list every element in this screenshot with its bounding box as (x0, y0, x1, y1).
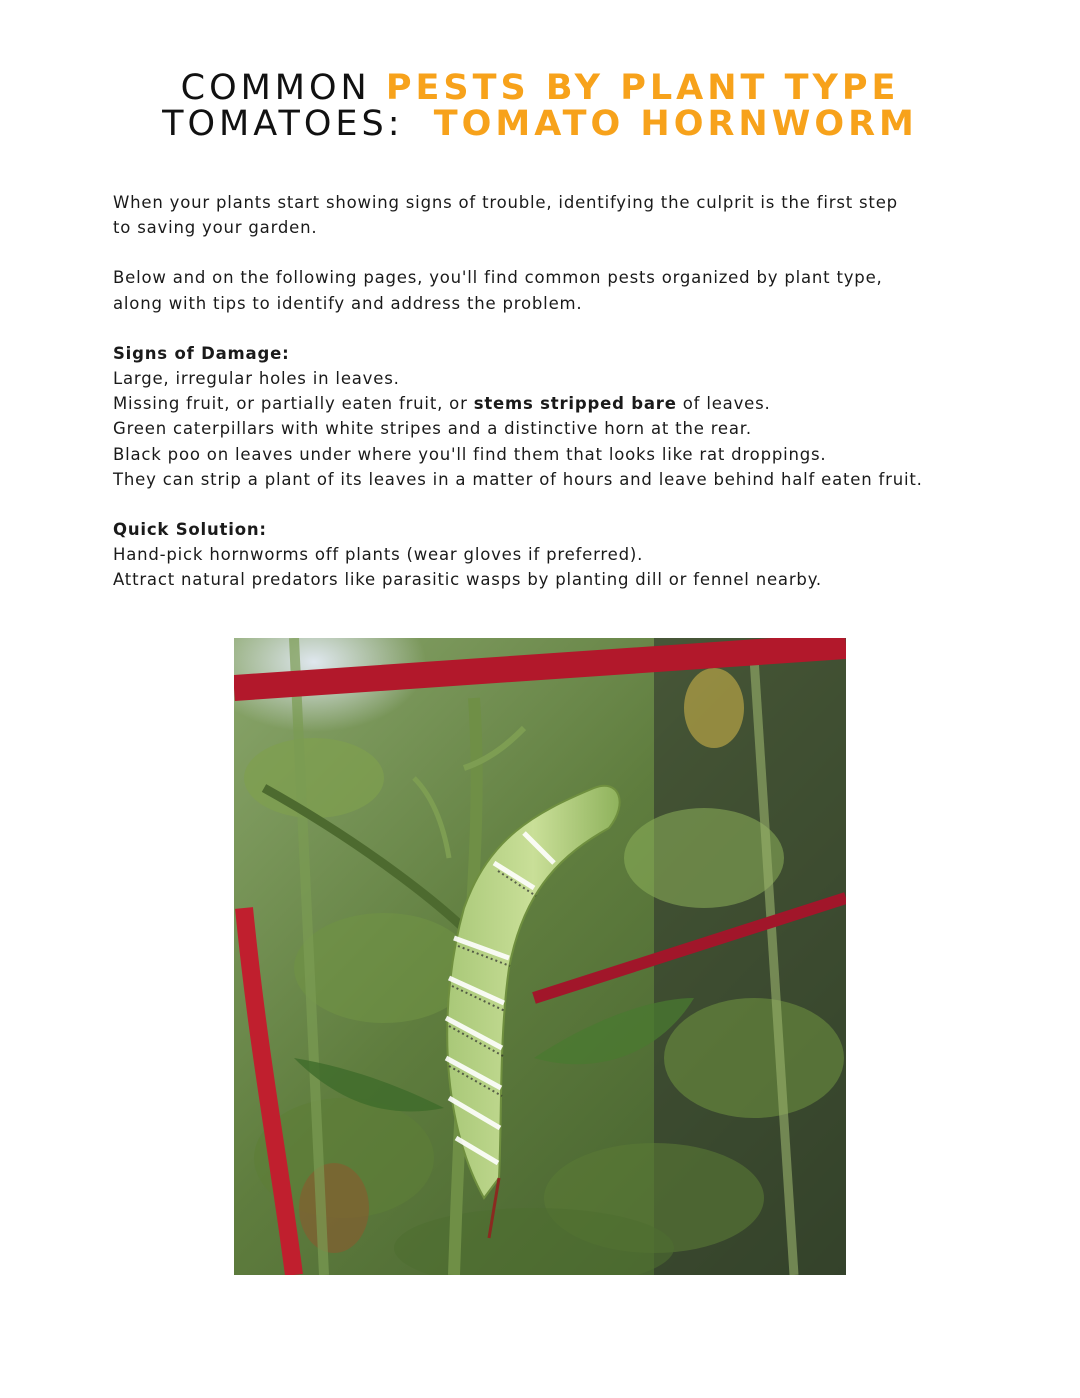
quick-solution-section (113, 517, 973, 593)
signs-item: They can strip a plant of its leaves in a matter of hours and leave behind half eaten fruit. (113, 469, 923, 489)
title-line-2 (0, 106, 1080, 142)
intro-line: When your plants start showing signs of trouble, identifying the culprit is the first step (113, 193, 898, 212)
intro-paragraph-1 (113, 190, 973, 240)
intro-line: to saving your garden. (113, 218, 318, 238)
title-line-1 (0, 70, 1080, 106)
signs-of-damage-heading: Signs of Damage: (113, 343, 290, 363)
title-pests-by-plant-type: PESTS BY PLANT TYPE (385, 68, 900, 108)
page-title (0, 70, 1080, 142)
body-text (113, 190, 973, 618)
tomato-hornworm-photo (234, 638, 846, 1275)
title-common: COMMON (180, 68, 386, 108)
signs-item-text: Missing fruit, or partially eaten fruit, or (113, 394, 474, 414)
intro-paragraph-2 (113, 265, 973, 315)
title-tomatoes: TOMATOES: (162, 104, 434, 144)
signs-item: Green caterpillars with white stripes and a distinctive horn at the rear. (113, 419, 752, 439)
intro-line: Below and on the following pages, you'll find common pests organized by plant type, (113, 268, 883, 288)
hornworm-photo-illustration (234, 638, 846, 1275)
signs-item: Large, irregular holes in leaves. (113, 369, 400, 389)
signs-item (113, 391, 973, 416)
signs-item-text: of leaves. (676, 394, 771, 414)
solution-item: Hand-pick hornworms off plants (wear gloves if preferred). (113, 545, 644, 565)
signs-item-bold: stems stripped bare (473, 394, 677, 414)
intro-line: along with tips to identify and address the problem. (113, 293, 583, 313)
title-tomato-hornworm: TOMATO HORNWORM (433, 104, 918, 144)
solution-item: Attract natural predators like parasitic wasps by planting dill or fennel nearby. (113, 570, 822, 590)
signs-of-damage-section (113, 341, 973, 492)
quick-solution-heading: Quick Solution: (113, 520, 267, 540)
signs-item: Black poo on leaves under where you'll find them that looks like rat droppings. (113, 444, 827, 464)
